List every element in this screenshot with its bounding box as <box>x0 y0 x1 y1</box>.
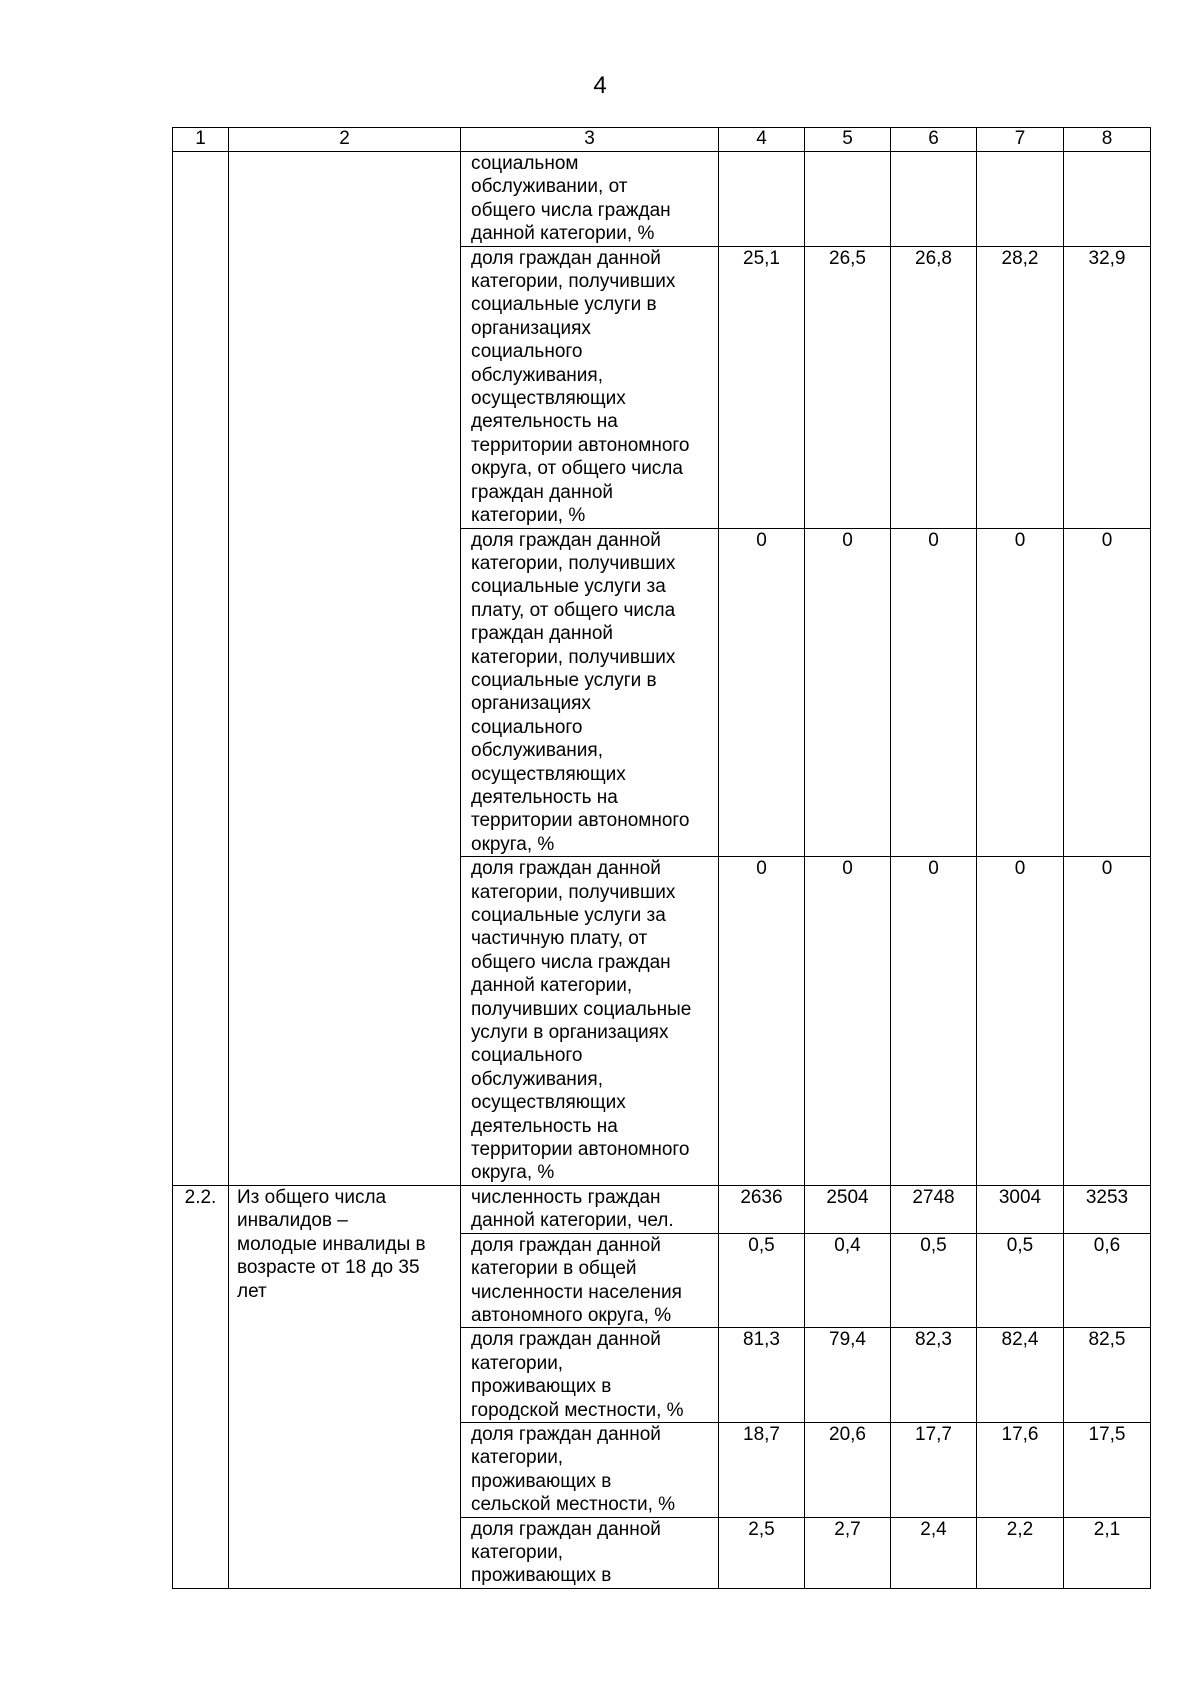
value-cell: 28,2 <box>977 246 1064 528</box>
value-cell: 0 <box>1064 857 1151 1186</box>
value-cell: 0 <box>805 857 891 1186</box>
value-cell: 2636 <box>719 1185 805 1233</box>
table-header-row <box>173 128 1151 152</box>
value-cell <box>805 152 891 247</box>
value-cell: 0 <box>805 528 891 857</box>
value-cell: 2,7 <box>805 1517 891 1588</box>
value-cell: 17,7 <box>891 1422 977 1517</box>
value-cell <box>719 152 805 247</box>
value-cell <box>977 152 1064 247</box>
value-cell: 25,1 <box>719 246 805 528</box>
value-cell: 2,5 <box>719 1517 805 1588</box>
value-cell: 17,6 <box>977 1422 1064 1517</box>
value-cell: 17,5 <box>1064 1422 1151 1517</box>
value-cell: 82,5 <box>1064 1328 1151 1423</box>
value-cell: 0,6 <box>1064 1233 1151 1328</box>
page-number: 4 <box>593 72 607 99</box>
value-cell: 0 <box>1064 528 1151 857</box>
value-cell: 3004 <box>977 1185 1064 1233</box>
category-cell: Из общего числа инвалидов – молодые инвалиды в возрасте от 18 до 35 лет <box>229 1185 461 1588</box>
indicator-cell: доля граждан данной категории в общей численности населения автономного округа, % <box>461 1233 719 1328</box>
indicator-cell: доля граждан данной категории, проживающих в <box>461 1517 719 1588</box>
value-cell: 82,4 <box>977 1328 1064 1423</box>
value-cell: 26,8 <box>891 246 977 528</box>
indicator-cell: социальном обслуживании, от общего числа граждан данной категории, % <box>461 152 719 247</box>
header-cell: 6 <box>891 128 977 152</box>
value-cell <box>891 152 977 247</box>
value-cell: 18,7 <box>719 1422 805 1517</box>
value-cell: 0,4 <box>805 1233 891 1328</box>
value-cell: 79,4 <box>805 1328 891 1423</box>
value-cell: 2,4 <box>891 1517 977 1588</box>
value-cell: 0 <box>977 857 1064 1186</box>
header-cell: 1 <box>173 128 229 152</box>
value-cell: 2504 <box>805 1185 891 1233</box>
value-cell <box>1064 152 1151 247</box>
value-cell: 0,5 <box>719 1233 805 1328</box>
header-cell: 7 <box>977 128 1064 152</box>
value-cell: 2748 <box>891 1185 977 1233</box>
header-cell: 4 <box>719 128 805 152</box>
header-cell: 2 <box>229 128 461 152</box>
row-number-cell: 2.2. <box>173 1185 229 1588</box>
indicator-cell: доля граждан данной категории, получивших социальные услуги за частичную плату, от общего числа граждан данной категории, получивших социальные услуги в организациях социального обслуживания, осуществляющих деятельность на территории автономного округа, % <box>461 857 719 1186</box>
value-cell: 0 <box>719 857 805 1186</box>
value-cell: 0 <box>719 528 805 857</box>
header-cell: 5 <box>805 128 891 152</box>
indicator-cell: доля граждан данной категории, проживающих в сельской местности, % <box>461 1422 719 1517</box>
value-cell: 3253 <box>1064 1185 1151 1233</box>
value-cell: 2,2 <box>977 1517 1064 1588</box>
header-cell: 3 <box>461 128 719 152</box>
value-cell: 0 <box>891 857 977 1186</box>
value-cell: 0,5 <box>891 1233 977 1328</box>
value-cell: 0 <box>891 528 977 857</box>
value-cell: 0,5 <box>977 1233 1064 1328</box>
table-row <box>173 1185 1151 1233</box>
value-cell: 32,9 <box>1064 246 1151 528</box>
value-cell: 20,6 <box>805 1422 891 1517</box>
value-cell: 81,3 <box>719 1328 805 1423</box>
value-cell: 2,1 <box>1064 1517 1151 1588</box>
value-cell: 82,3 <box>891 1328 977 1423</box>
indicator-table <box>172 127 1151 1589</box>
category-cell <box>229 152 461 1186</box>
table-row <box>173 152 1151 247</box>
header-cell: 8 <box>1064 128 1151 152</box>
value-cell: 0 <box>977 528 1064 857</box>
row-number-cell <box>173 152 229 1186</box>
indicator-cell: доля граждан данной категории, проживающих в городской местности, % <box>461 1328 719 1423</box>
value-cell: 26,5 <box>805 246 891 528</box>
indicator-cell: численность граждан данной категории, чел. <box>461 1185 719 1233</box>
indicator-cell: доля граждан данной категории, получивших социальные услуги за плату, от общего числа граждан данной категории, получивших социальные услуги в организациях социального обслуживания, осуществляющих деятельность на территории автономного округа, % <box>461 528 719 857</box>
indicator-cell: доля граждан данной категории, получивших социальные услуги в организациях социального обслуживания, осуществляющих деятельность на территории автономного округа, от общего числа граждан данной категории, % <box>461 246 719 528</box>
